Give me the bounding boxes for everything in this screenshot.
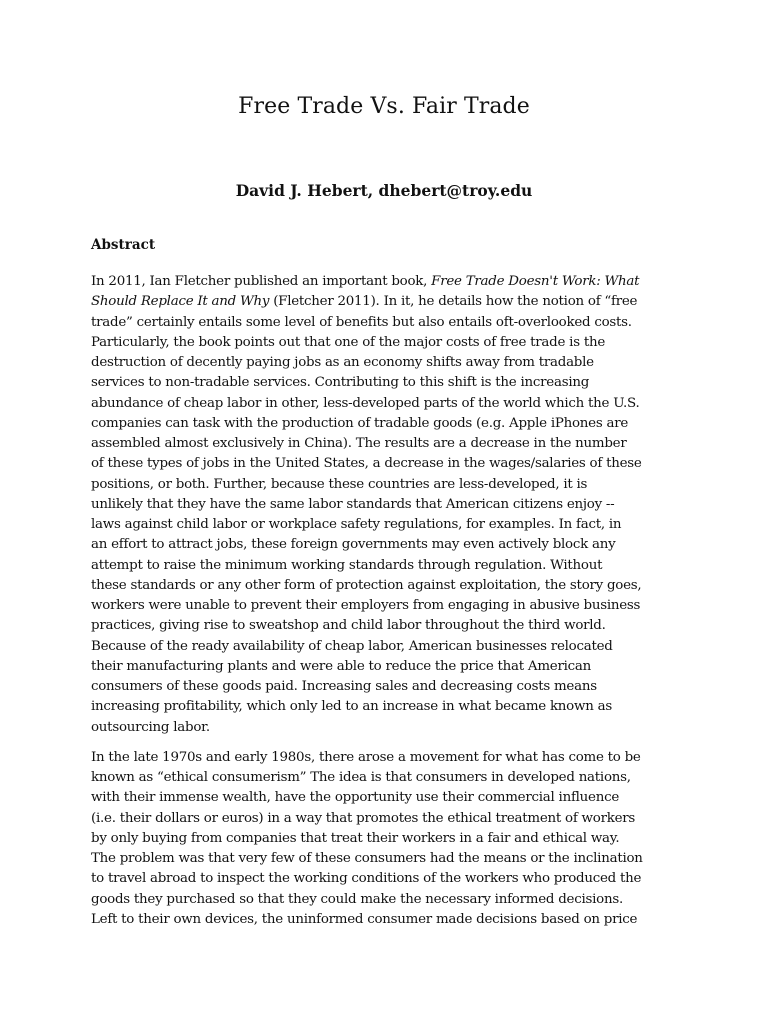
paragraph-line: consumers of these goods paid. Increasing sales and decreasing costs means (91, 679, 597, 694)
paragraph-line (91, 272, 681, 292)
paragraph-text: (Fletcher 2011). In it, he details how the notion of “free (269, 294, 638, 310)
paragraph-line: unlikely that they have the same labor standards that American citizens enjoy -- (91, 496, 615, 512)
paragraph-line: Particularly, the book points out that one of the major costs of free trade is the (91, 334, 605, 350)
author-line: David J. Hebert, dhebert@troy.edu (235, 181, 533, 200)
paragraph-line: an effort to attract jobs, these foreign governments may even actively block any (91, 537, 616, 553)
paragraph-line: outsourcing labor. (91, 719, 210, 735)
paragraph-line: Because of the ready availability of cheap labor, American businesses relocated (91, 638, 613, 654)
paragraph-line: their manufacturing plants and were able to reduce the price that American (91, 658, 592, 674)
paragraph-line: increasing profitability, which only led to an increase in what became known as (91, 699, 612, 715)
paragraph-line: practices, giving rise to sweatshop and child labor throughout the third world. (91, 618, 606, 634)
paragraph-line: laws against child labor or workplace safety regulations, for examples. In fact, in (91, 517, 622, 532)
paragraph-line: workers were unable to prevent their employers from engaging in abusive business (91, 598, 641, 613)
paragraph-line: Left to their own devices, the uninformed consumer made decisions based on price (91, 911, 638, 927)
paragraph-text: In 2011, Ian Fletcher published an important book, (91, 274, 432, 289)
book-title: Free Trade Doesn't Work: What (431, 274, 640, 289)
paragraph-2 (91, 748, 681, 930)
paragraph-line: (i.e. their dollars or euros) in a way that promotes the ethical treatment of workers (91, 810, 636, 826)
paragraph-line: to travel abroad to inspect the working conditions of the workers who produced the (91, 871, 642, 887)
paragraph-line (91, 292, 681, 312)
paragraph-line: companies can task with the production of tradable goods (e.g. Apple iPhones are (91, 415, 629, 431)
paragraph-line: by only buying from companies that treat their workers in a fair and ethical way. (91, 830, 620, 846)
paragraph-line: abundance of cheap labor in other, less-developed parts of the world which the U.S. (91, 395, 640, 411)
paragraph-line: known as “ethical consumerism” The idea is that consumers in developed nations, (91, 770, 631, 785)
paragraph-1 (91, 272, 681, 738)
paragraph-line: with their immense wealth, have the opportunity use their commercial influence (91, 790, 620, 806)
paragraph-line: assembled almost exclusively in China). The results are a decrease in the number (91, 436, 627, 451)
paragraph-line: The problem was that very few of these consumers had the means or the inclination (91, 851, 643, 866)
paragraph-line: of these types of jobs in the United States, a decrease in the wages/salaries of these (91, 456, 642, 472)
document-title: Free Trade Vs. Fair Trade (238, 94, 530, 119)
paragraph-line: In the late 1970s and early 1980s, there arose a movement for what has come to be (91, 749, 641, 765)
paragraph-line: services to non-tradable services. Contributing to this shift is the increasing (91, 375, 590, 391)
abstract-heading: Abstract (91, 237, 156, 253)
paragraph-line: destruction of decently paying jobs as an economy shifts away from tradable (91, 355, 594, 370)
paragraph-line: goods they purchased so that they could make the necessary informed decisions. (91, 891, 623, 907)
paragraph-line: positions, or both. Further, because these countries are less-developed, it is (91, 476, 588, 492)
abstract-body (91, 272, 681, 940)
paragraph-line: trade” certainly entails some level of benefits but also entails oft-overlooked costs. (91, 314, 632, 330)
paragraph-line: these standards or any other form of protection against exploitation, the story goes, (91, 577, 642, 593)
paragraph-line: attempt to raise the minimum working standards through regulation. Without (91, 557, 603, 573)
book-title: Should Replace It and Why (91, 294, 270, 310)
